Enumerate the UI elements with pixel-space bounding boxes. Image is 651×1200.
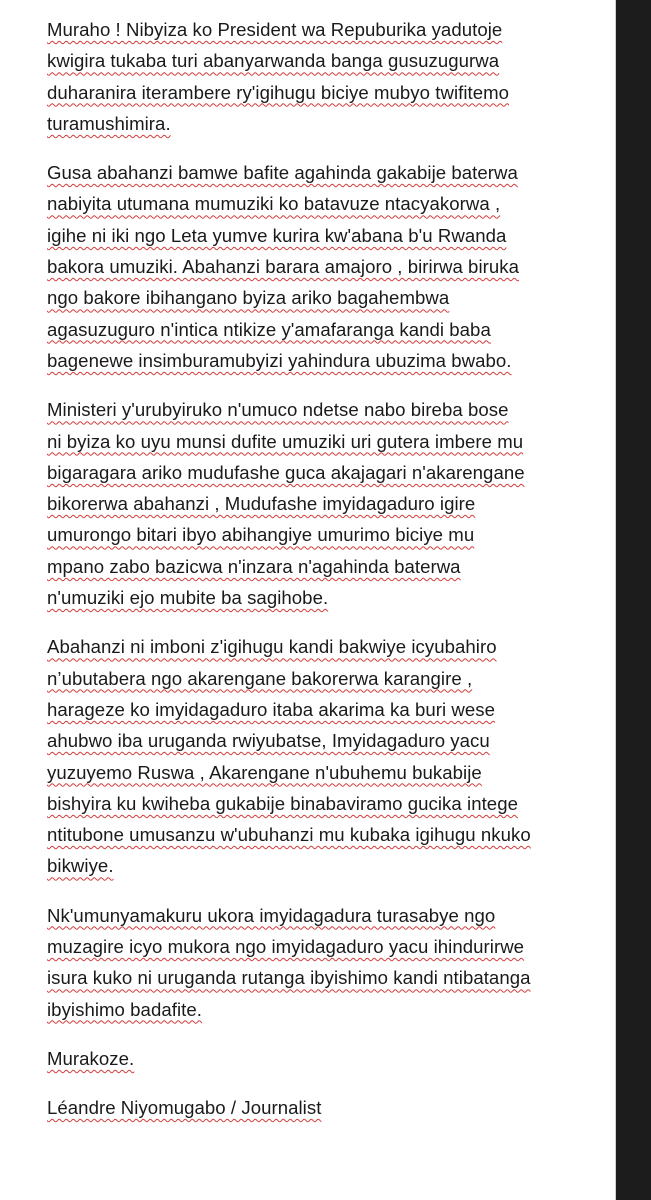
text-line: muzagire icyo mukora ngo imyidagaduro yacu ihindurirwe — [47, 936, 525, 958]
text-line: Gusa abahanzi bamwe bafite agahinda gakabije baterwa — [47, 162, 518, 184]
text-line: Abahanzi ni imboni z'igihugu kandi bakwiye icyubahiro — [47, 636, 497, 658]
text-line: bagenewe insimburamubyizi yahindura ubuzima bwabo. — [47, 349, 512, 371]
text-line: n’ubutabera ngo akarengane bakorerwa karangire , — [47, 667, 473, 689]
paragraph-artists-respect — [47, 631, 612, 881]
text-line: ngo bakore ibihangano byiza ariko bagahembwa — [47, 287, 450, 309]
text-line: ahubwo iba uruganda rwiyubatse, Imyidagaduro yacu — [47, 730, 490, 752]
text-line: umurongo bitari ibyo abihangiye umurimo biciye mu — [47, 524, 475, 546]
text-line: agasuzuguro n'intica ntikize y'amafaranga kandi baba — [47, 318, 491, 340]
text-line: yuzuyemo Ruswa , Akarengane n'ubuhemu bukabije — [47, 761, 482, 783]
signature-text: Léandre Niyomugabo / Journalist — [47, 1097, 322, 1119]
text-line: bishyira ku kwiheba gukabije binabaviramo gucika intege — [47, 792, 518, 814]
text-line: kwigira tukaba turi abanyarwanda banga gusuzugurwa — [47, 50, 500, 72]
paragraph-ministry — [47, 394, 612, 613]
text-line: isura kuko ni uruganda rutanga ibyishimo kandi ntibatanga — [47, 967, 531, 989]
paragraph-artists-grief — [47, 157, 612, 376]
text-line: ntitubone umusanzu w'ubuhanzi mu kubaka igihugu nkuko — [47, 824, 531, 846]
text-line: duharanira iterambere ry'igihugu biciye mubyo twifitemo — [47, 81, 510, 103]
signature-paragraph — [47, 1092, 612, 1123]
text-line: bikorerwa abahanzi , Mudufashe imyidagaduro igire — [47, 493, 476, 515]
text-line: ibyishimo badafite. — [47, 998, 202, 1020]
text-line: Ministeri y'urubyiruko n'umuco ndetse nabo bireba bose — [47, 399, 509, 421]
text-line: Nk'umunyamakuru ukora imyidagadura turasabye ngo — [47, 904, 496, 926]
closing-paragraph — [47, 1043, 612, 1074]
text-line: bikwiye. — [47, 855, 114, 877]
document-body[interactable] — [47, 14, 612, 1142]
paragraph-journalist-request — [47, 900, 612, 1025]
closing-text: Murakoze. — [47, 1047, 135, 1069]
text-line: turamushimira. — [47, 112, 171, 134]
text-line: Muraho ! Nibyiza ko President wa Repuburika yadutoje — [47, 19, 503, 40]
text-line: bakora umuziki. Abahanzi barara amajoro , birirwa biruka — [47, 256, 520, 278]
text-line: nabiyita utumana mumuziki ko batavuze ntacyakorwa , — [47, 193, 501, 215]
text-line: igihe ni iki ngo Leta yumve kurira kw'abana b'u Rwanda — [47, 224, 507, 246]
text-line: mpano zabo bazicwa n'inzara n'agahinda baterwa — [47, 555, 461, 577]
text-line: bigaragara ariko mudufashe guca akajagari n'akarengane — [47, 461, 525, 483]
text-line: ni byiza ko uyu munsi dufite umuziki uri gutera imbere mu — [47, 430, 524, 452]
text-line: n'umuziki ejo mubite ba sagihobe. — [47, 587, 329, 609]
paragraph-greeting — [47, 14, 612, 139]
text-line: harageze ko imyidagaduro itaba akarima ka buri wese — [47, 698, 496, 720]
app-background-gutter — [616, 0, 651, 1200]
